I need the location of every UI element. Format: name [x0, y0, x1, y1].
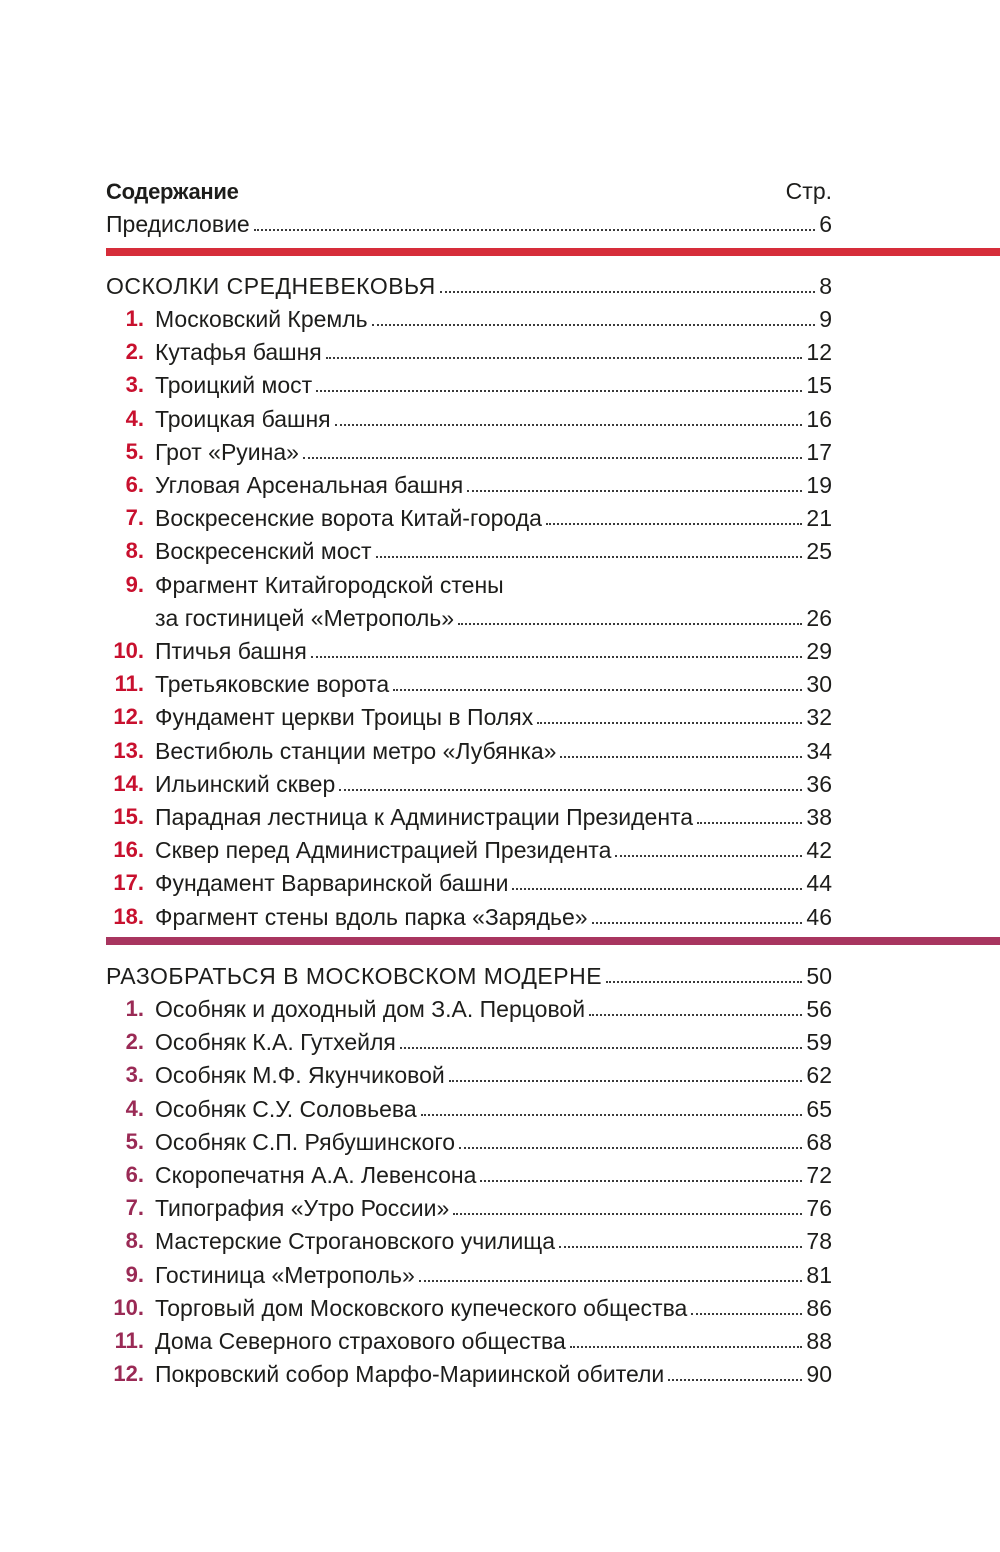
toc-title: Содержание [106, 179, 239, 204]
entry-page: 15 [806, 372, 832, 399]
entry-title: Грот «Руина» [155, 438, 299, 465]
dot-leader [339, 789, 802, 791]
toc-entry[interactable] [106, 990, 832, 1023]
entry-page: 6 [819, 211, 832, 237]
entry-title: Покровский собор Марфо-Мариинской обители [155, 1361, 665, 1388]
section-heading-2[interactable] [106, 957, 832, 990]
toc-entry[interactable] [106, 1289, 832, 1322]
entry-title: Скоропечатня А.А. Левенсона [155, 1162, 477, 1188]
entry-page: 86 [806, 1294, 832, 1321]
toc-entry[interactable] [106, 1023, 832, 1056]
entry-title: Третьяковские ворота [155, 671, 390, 698]
entry-number: 1. [125, 306, 144, 331]
entry-title: Ильинский сквер [155, 770, 336, 797]
dot-leader [606, 981, 802, 983]
dot-leader [560, 756, 802, 758]
entry-page: 62 [806, 1062, 832, 1089]
dot-leader [459, 1147, 802, 1149]
entry-number: 13. [113, 737, 144, 763]
dot-leader [559, 1246, 802, 1248]
entry-page: 19 [806, 472, 832, 498]
dot-leader [419, 1280, 803, 1282]
toc-entry[interactable] [106, 1056, 832, 1089]
entry-page: 38 [806, 804, 832, 830]
toc-entry[interactable] [106, 665, 832, 698]
entry-number: 6. [125, 1162, 144, 1187]
entry-title: Особняк С.У. Соловьева [155, 1095, 417, 1122]
toc-entry[interactable] [106, 1156, 832, 1189]
entry-page: 78 [806, 1228, 832, 1255]
entry-page: 30 [806, 671, 832, 698]
entry-title: Фундамент церкви Троицы в Полях [155, 704, 534, 731]
entry-number: 2. [125, 339, 144, 365]
dot-leader [592, 922, 803, 924]
dot-leader [376, 556, 803, 558]
dot-leader [467, 490, 802, 492]
entry-number: 11. [114, 671, 144, 697]
entry-title: Мастерские Строгановского училища [155, 1228, 556, 1255]
toc-entry[interactable] [106, 1256, 832, 1289]
entry-number: 6. [125, 472, 144, 497]
entry-number: 5. [125, 1128, 144, 1154]
entry-page: 32 [806, 704, 832, 731]
entry-number: 1. [125, 996, 144, 1021]
entry-number: 7. [125, 1195, 144, 1221]
entry-page: 59 [806, 1029, 832, 1056]
section-title: ОСКОЛКИ СРЕДНЕВЕКОВЬЯ [106, 273, 436, 299]
entry-number: 10. [113, 1294, 144, 1320]
entry-number: 3. [125, 372, 144, 398]
entry-title-cont: за гостиницей «Метрополь» [155, 604, 455, 631]
entry-page: 25 [806, 538, 832, 565]
entry-number: 9. [125, 571, 144, 597]
entry-number: 3. [125, 1062, 144, 1088]
entry-page: 46 [806, 903, 832, 930]
toc-entry-continuation[interactable] [106, 599, 832, 632]
dot-leader [691, 1313, 802, 1315]
entry-page: 12 [806, 339, 832, 366]
toc-entry[interactable] [106, 1123, 832, 1156]
dot-leader [393, 689, 802, 691]
entry-number: 4. [125, 1095, 144, 1121]
entry-title: Гостиница «Метрополь» [155, 1261, 415, 1288]
entry-number: 8. [125, 1228, 144, 1254]
entry-number: 11. [114, 1328, 144, 1353]
section-heading-1[interactable] [106, 267, 832, 300]
toc-entry[interactable] [106, 566, 832, 599]
dot-leader [303, 457, 802, 459]
toc-entry[interactable] [106, 400, 832, 433]
entry-number: 8. [125, 538, 144, 564]
page-column-label: Стр. [785, 178, 832, 204]
toc-entry[interactable] [106, 333, 832, 366]
entry-number: 2. [125, 1029, 144, 1055]
entry-number: 17. [113, 870, 144, 896]
entry-page: 42 [806, 837, 832, 864]
entry-number: 12. [113, 704, 144, 730]
entry-number: 15. [113, 804, 144, 829]
toc-header [106, 172, 832, 205]
entry-page: 21 [806, 505, 832, 532]
entry-title: Воскресенские ворота Китай-города [155, 505, 542, 532]
entry-page: 56 [806, 996, 832, 1022]
toc-entry[interactable] [106, 1322, 832, 1355]
entry-number: 16. [113, 837, 144, 863]
dot-leader [615, 855, 802, 857]
entry-number: 18. [113, 903, 144, 929]
entry-title: Вестибюль станции метро «Лубянка» [155, 737, 557, 764]
toc-entry[interactable] [106, 698, 832, 731]
dot-leader [335, 424, 803, 426]
entry-page: 90 [806, 1361, 832, 1388]
dot-leader [453, 1213, 802, 1215]
entry-title: Московский Кремль [155, 306, 368, 332]
dot-leader [697, 822, 802, 824]
entry-title: Фундамент Варваринской башни [155, 870, 509, 897]
dot-leader [326, 357, 803, 359]
dot-leader [400, 1047, 803, 1049]
section-page: 50 [806, 963, 832, 989]
section-page: 8 [819, 273, 832, 299]
entry-page: 29 [806, 638, 832, 664]
dot-leader [316, 390, 802, 392]
toc-entry[interactable] [106, 1090, 832, 1123]
entry-number: 5. [125, 438, 144, 464]
entry-title: Угловая Арсенальная башня [155, 472, 464, 498]
toc-entry[interactable] [106, 499, 832, 532]
toc-entry[interactable] [106, 1355, 832, 1388]
dot-leader [546, 523, 802, 525]
dot-leader [311, 656, 803, 658]
dot-leader [589, 1014, 802, 1016]
entry-page: 44 [806, 870, 832, 897]
entry-page: 65 [806, 1095, 832, 1122]
toc-entry[interactable] [106, 864, 832, 897]
dot-leader [480, 1180, 802, 1182]
entry-title: Особняк К.А. Гутхейля [155, 1029, 396, 1056]
entry-title: Троицкая башня [155, 405, 331, 432]
toc-entry[interactable] [106, 765, 832, 798]
toc-entry[interactable] [106, 1222, 832, 1255]
section-divider-1 [106, 248, 1000, 256]
entry-title: Воскресенский мост [155, 538, 372, 565]
entry-number: 7. [125, 505, 144, 531]
entry-page: 26 [806, 604, 832, 631]
entry-page: 34 [806, 737, 832, 764]
entry-title: Птичья башня [155, 638, 307, 664]
entry-number: 12. [113, 1361, 144, 1387]
entry-title: Предисловие [106, 211, 250, 237]
dot-leader [537, 722, 802, 724]
dot-leader [372, 324, 816, 326]
entry-page: 81 [806, 1261, 832, 1288]
entry-title: Сквер перед Администрацией Президента [155, 837, 612, 864]
toc-entry[interactable] [106, 366, 832, 399]
entry-number: 14. [113, 770, 144, 796]
entry-number: 9. [125, 1261, 144, 1287]
entry-page: 17 [806, 438, 832, 465]
toc-entry[interactable] [106, 798, 832, 831]
section-divider-2 [106, 937, 1000, 945]
entry-title: Особняк и доходный дом З.А. Перцовой [155, 996, 586, 1022]
entry-title: Кутафья башня [155, 339, 322, 366]
entry-page: 9 [819, 306, 832, 332]
entry-number: 4. [125, 405, 144, 431]
dot-leader [458, 623, 802, 625]
entry-page: 68 [806, 1128, 832, 1155]
entry-title: Особняк С.П. Рябушинского [155, 1128, 456, 1155]
entry-number: 10. [113, 638, 144, 663]
entry-title: Типография «Утро России» [155, 1195, 450, 1222]
dot-leader [421, 1114, 803, 1116]
toc-entry-preface[interactable] [106, 205, 832, 238]
entry-title: Особняк М.Ф. Якунчиковой [155, 1062, 445, 1089]
entry-title: Дома Северного страхового общества [155, 1328, 566, 1354]
toc-entry[interactable] [106, 300, 832, 333]
toc-entry[interactable] [106, 831, 832, 864]
dot-leader [440, 291, 815, 293]
toc-entry[interactable] [106, 466, 832, 499]
dot-leader [449, 1080, 803, 1082]
entry-title: Фрагмент Китайгородской стены [155, 571, 504, 598]
entry-page: 88 [806, 1328, 832, 1354]
dot-leader [668, 1379, 802, 1381]
entry-title: Парадная лестница к Администрации Президента [155, 804, 694, 830]
dot-leader [512, 888, 802, 890]
toc-entry[interactable] [106, 632, 832, 665]
entry-title: Троицкий мост [155, 372, 313, 399]
toc-entry[interactable] [106, 433, 832, 466]
dot-leader [254, 229, 815, 231]
entry-page: 36 [806, 770, 832, 797]
toc-entry[interactable] [106, 1189, 832, 1222]
toc-entry[interactable] [106, 732, 832, 765]
dot-leader [570, 1346, 803, 1348]
entry-page: 76 [806, 1195, 832, 1222]
entry-title: Фрагмент стены вдоль парка «Зарядье» [155, 903, 588, 930]
entry-title: Торговый дом Московского купеческого общества [155, 1294, 688, 1321]
toc-entry[interactable] [106, 532, 832, 565]
entry-page: 16 [806, 405, 832, 432]
toc-entry[interactable] [106, 898, 832, 931]
entry-page: 72 [806, 1162, 832, 1188]
section-title: РАЗОБРАТЬСЯ В МОСКОВСКОМ МОДЕРНЕ [106, 963, 603, 989]
